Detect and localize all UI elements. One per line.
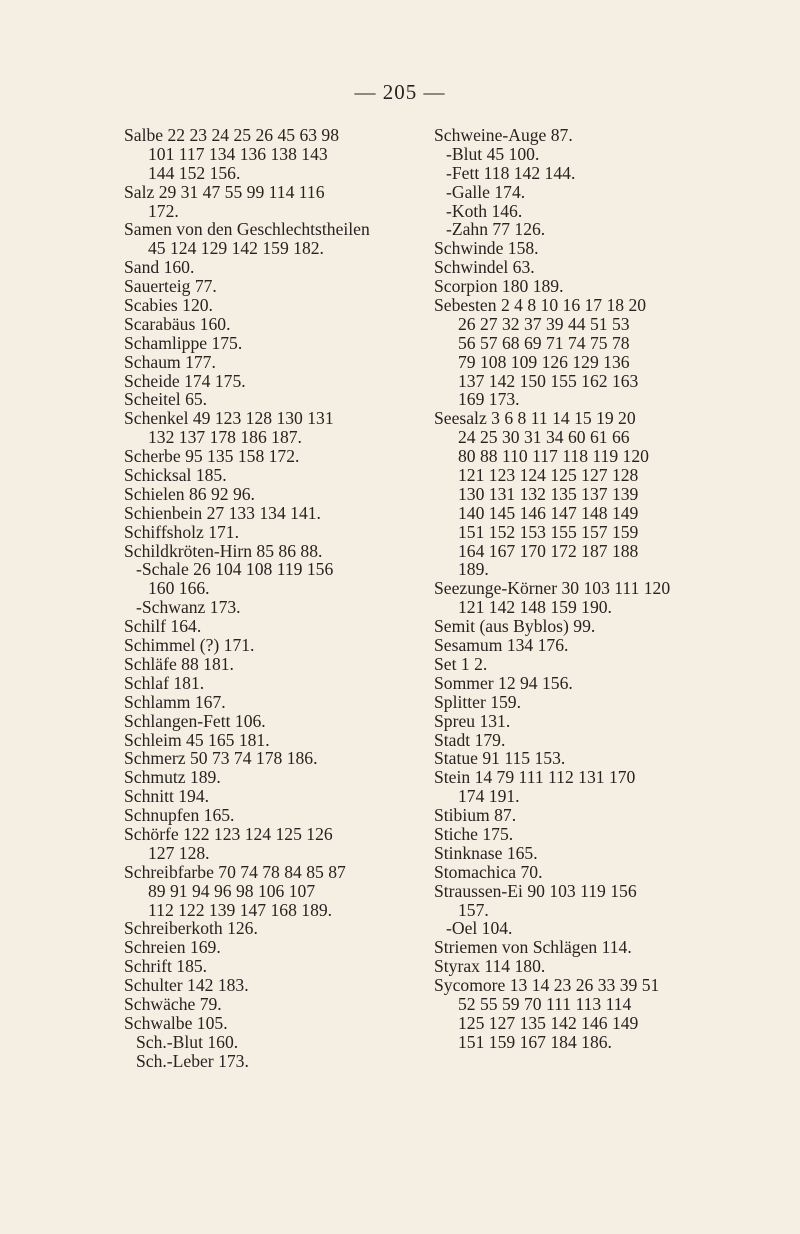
index-entry: Stiche 175.	[434, 823, 514, 844]
index-entry-continuation: 26 27 32 37 39 44 51 53	[458, 313, 630, 334]
index-entry-continuation: 169 173.	[458, 389, 520, 410]
index-entry-continuation: 121 142 148 159 190.	[458, 597, 612, 618]
index-entry-continuation: 151 152 153 155 157 159	[458, 521, 639, 542]
index-entry: Schienbein 27 133 134 141.	[124, 502, 321, 523]
index-entry: Sebesten 2 4 8 10 16 17 18 20	[434, 295, 647, 316]
index-entry: Stadt 179.	[434, 729, 506, 750]
index-entry-continuation: 121 123 124 125 127 128	[458, 465, 639, 486]
index-entry: Sommer 12 94 156.	[434, 672, 573, 693]
index-entry: Straussen-Ei 90 103 119 156	[434, 880, 637, 901]
index-entry-continuation: 189.	[458, 559, 489, 580]
index-entry: Spreu 131.	[434, 710, 511, 731]
index-column-left	[124, 126, 424, 1071]
index-entry: Styrax 114 180.	[434, 956, 546, 977]
index-entry-continuation: 132 137 178 186 187.	[148, 427, 302, 448]
index-entry: Schwindel 63.	[434, 257, 535, 278]
index-entry: Striemen von Schlägen 114.	[434, 937, 632, 958]
index-entry-continuation: 79 108 109 126 129 136	[458, 351, 630, 372]
page-number: — 205 —	[354, 80, 446, 104]
index-entry: Set 1 2.	[434, 653, 488, 674]
index-entry-continuation: 80 88 110 117 118 119 120	[458, 446, 649, 467]
index-entry-continuation: 137 142 150 155 162 163	[458, 370, 639, 391]
index-entry: Scheide 174 175.	[124, 370, 246, 391]
index-entry-continuation: -Schwanz 173.	[136, 597, 241, 618]
index-entry: Schildkröten-Hirn 85 86 88.	[124, 540, 323, 561]
index-entry: Schlamm 167.	[124, 691, 226, 712]
index-entry: Schleim 45 165 181.	[124, 729, 270, 750]
index-entry-continuation: 89 91 94 96 98 106 107	[148, 880, 316, 901]
index-entry: Schmerz 50 73 74 178 186.	[124, 748, 318, 769]
index-entry: Stinknase 165.	[434, 842, 538, 863]
index-entry: Scarabäus 160.	[124, 313, 231, 334]
index-entry: Scabies 120.	[124, 295, 213, 316]
index-entry-continuation: 151 159 167 184 186.	[458, 1031, 612, 1052]
index-entry-continuation: Sch.-Leber 173.	[136, 1050, 249, 1071]
index-entry-continuation: 172.	[148, 200, 179, 221]
index-entry: Schicksal 185.	[124, 465, 227, 486]
index-entry: Schulter 142 183.	[124, 975, 249, 996]
index-entry: Stein 14 79 111 112 131 170	[434, 767, 636, 788]
index-entry: Stibium 87.	[434, 805, 517, 826]
index-entry: Schreiberkoth 126.	[124, 918, 258, 939]
index-entry-continuation: 127 128.	[148, 842, 210, 863]
index-entry: Schrift 185.	[124, 956, 208, 977]
index-entry-continuation: 174 191.	[458, 786, 520, 807]
index-entry: Schaum 177.	[124, 351, 216, 372]
index-entry: Statue 91 115 153.	[434, 748, 566, 769]
index-entry-continuation: 45 124 129 142 159 182.	[148, 238, 324, 259]
index-entry-continuation: 112 122 139 147 168 189.	[148, 899, 333, 920]
index-entry: Salbe 22 23 24 25 26 45 63 98	[124, 125, 340, 145]
index-entry: Schlaf 181.	[124, 672, 205, 693]
index-entry: Samen von den Geschlechtstheilen	[124, 219, 370, 240]
index-entry-continuation: 125 127 135 142 146 149	[458, 1012, 639, 1033]
index-entry-continuation: -Koth 146.	[446, 200, 523, 221]
index-entry: Scherbe 95 135 158 172.	[124, 446, 300, 467]
index-entry: Schlangen-Fett 106.	[124, 710, 266, 731]
index-entry-continuation: 101 117 134 136 138 143	[148, 143, 328, 164]
index-entry-continuation: 144 152 156.	[148, 162, 241, 183]
index-entry: Schnitt 194.	[124, 786, 210, 807]
index-entry: Schnupfen 165.	[124, 805, 235, 826]
index-entry-continuation: 157.	[458, 899, 489, 920]
index-entry: Sesamum 134 176.	[434, 635, 569, 656]
index-entry: Schilf 164.	[124, 616, 202, 637]
index-entry: Schmutz 189.	[124, 767, 221, 788]
index-entry: Schreien 169.	[124, 937, 221, 958]
index-entry: Sand 160.	[124, 257, 195, 278]
index-column-right	[434, 126, 754, 1052]
index-entry: Salz 29 31 47 55 99 114 116	[124, 181, 325, 202]
index-entry: Schenkel 49 123 128 130 131	[124, 408, 334, 429]
index-entry: Sycomore 13 14 23 26 33 39 51	[434, 975, 660, 996]
index-entry: Schweine-Auge 87.	[434, 125, 573, 145]
index-entry: Schiffsholz 171.	[124, 521, 240, 542]
index-entry-continuation: 140 145 146 147 148 149	[458, 502, 639, 523]
index-entry-continuation: 160 166.	[148, 578, 210, 599]
index-entry: Schwalbe 105.	[124, 1012, 228, 1033]
index-entry-continuation: -Oel 104.	[446, 918, 513, 939]
index-entry: Schielen 86 92 96.	[124, 483, 255, 504]
index-entry: Sauerteig 77.	[124, 276, 217, 297]
index-entry: Schörfe 122 123 124 125 126	[124, 823, 333, 844]
index-entry: Stomachica 70.	[434, 861, 543, 882]
index-entry: Semit (aus Byblos) 99.	[434, 616, 596, 637]
index-entry-continuation: -Blut 45 100.	[446, 143, 540, 164]
index-entry: Schreibfarbe 70 74 78 84 85 87	[124, 861, 346, 882]
index-entry-continuation: -Fett 118 142 144.	[446, 162, 576, 183]
index-entry-continuation: -Schale 26 104 108 119 156	[136, 559, 334, 580]
index-entry: Scorpion 180 189.	[434, 276, 564, 297]
index-entry: Schwinde 158.	[434, 238, 539, 259]
index-entry: Splitter 159.	[434, 691, 521, 712]
index-entry-continuation: 52 55 59 70 111 113 114	[458, 993, 632, 1014]
index-entry-continuation: 24 25 30 31 34 60 61 66	[458, 427, 630, 448]
index-entry: Schimmel (?) 171.	[124, 635, 255, 656]
index-entry: Seezunge-Körner 30 103 111 120	[434, 578, 671, 599]
index-entry-continuation: 164 167 170 172 187 188	[458, 540, 639, 561]
index-entry-continuation: -Zahn 77 126.	[446, 219, 546, 240]
index-entry-continuation: 56 57 68 69 71 74 75 78	[458, 332, 630, 353]
index-entry: Schamlippe 175.	[124, 332, 243, 353]
index-entry: Schwäche 79.	[124, 993, 222, 1014]
index-entry-continuation: 130 131 132 135 137 139	[458, 483, 639, 504]
index-entry: Seesalz 3 6 8 11 14 15 19 20	[434, 408, 636, 429]
index-entry-continuation: Sch.-Blut 160.	[136, 1031, 239, 1052]
index-entry: Schläfe 88 181.	[124, 653, 234, 674]
index-entry-continuation: -Galle 174.	[446, 181, 526, 202]
index-entry: Scheitel 65.	[124, 389, 208, 410]
